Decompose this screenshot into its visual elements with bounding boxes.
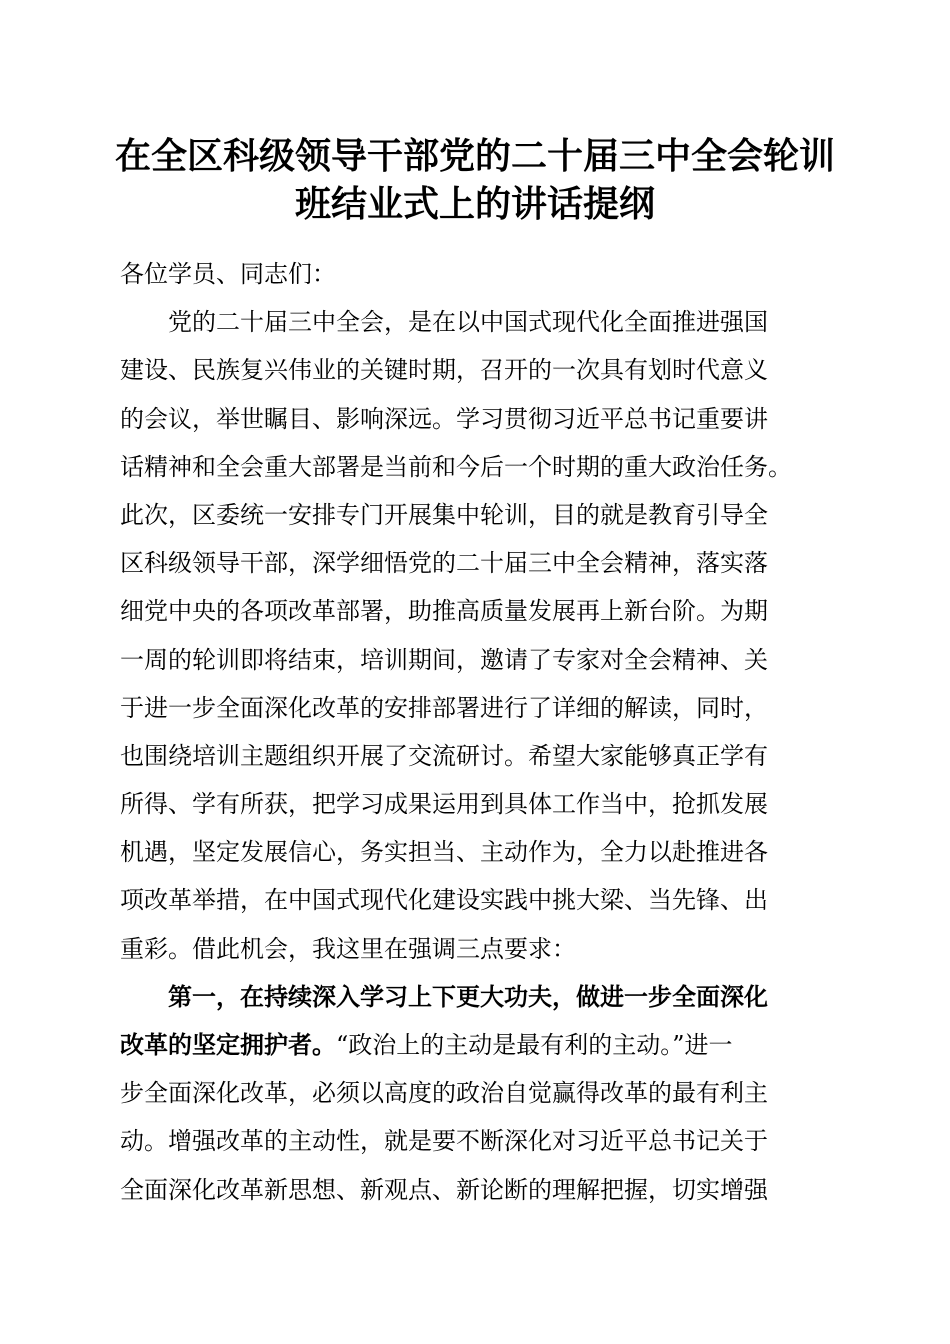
paragraph-line: 项改革举措，在中国式现代化建设实践中挑大梁、当先锋、出 <box>120 886 768 915</box>
paragraph-line: 区科级领导干部，深学细悟党的二十届三中全会精神，落实落 <box>120 549 768 578</box>
point-heading-line-1: 第一，在持续深入学习上下更大功夫，做进一步全面深化 <box>168 981 768 1011</box>
salutation: 各位学员、同志们： <box>120 260 336 288</box>
paragraph-line: 重彩。借此机会，我这里在强调三点要求： <box>120 934 576 963</box>
paragraph-line: 建设、民族复兴伟业的关键时期，召开的一次具有划时代意义 <box>120 356 768 385</box>
paragraph-line: 一周的轮训即将结束，培训期间，邀请了专家对全会精神、关 <box>120 645 768 674</box>
document-title <box>100 132 850 228</box>
paragraph-line: 党的二十届三中全会，是在以中国式现代化全面推进强国 <box>168 308 768 337</box>
paragraph-1 <box>120 298 832 973</box>
point-heading-line-2: 改革的坚定拥护者。 <box>120 1030 336 1059</box>
title-line-2: 班结业式上的讲话提纲 <box>294 183 655 225</box>
paragraph-line: 此次，区委统一安排专门开展集中轮训，目的就是教育引导全 <box>120 500 768 529</box>
paragraph-line: 的会议，举世瞩目、影响深远。学习贯彻习近平总书记重要讲 <box>120 404 768 433</box>
paragraph-2 <box>120 973 832 1214</box>
paragraph-line: 也围绕培训主题组织开展了交流研讨。希望大家能够真正学有 <box>120 741 768 770</box>
paragraph-line <box>120 1021 832 1069</box>
paragraph-line: 细党中央的各项改革部署，助推高质量发展再上新台阶。为期 <box>120 597 768 626</box>
paragraph-line: 步全面深化改革，必须以高度的政治自觉赢得改革的最有利主 <box>120 1079 768 1108</box>
paragraph-line: 全面深化改革新思想、新观点、新论断的理解把握，切实增强 <box>120 1175 768 1204</box>
paragraph-line: 所得、学有所获，把学习成果运用到具体工作当中，抢抓发展 <box>120 790 768 819</box>
quote-text: “政治上的主动是最有利的主动。”进一 <box>336 1031 733 1059</box>
paragraph-line: 动。增强改革的主动性，就是要不断深化对习近平总书记关于 <box>120 1127 768 1156</box>
paragraph-line: 话精神和全会重大部署是当前和今后一个时期的重大政治任务。 <box>120 452 792 481</box>
document-body <box>120 250 832 1214</box>
paragraph-line: 机遇，坚定发展信心，务实担当、主动作为，全力以赴推进各 <box>120 838 768 867</box>
paragraph-line: 于进一步全面深化改革的安排部署进行了详细的解读，同时， <box>120 693 768 722</box>
title-line-1: 在全区科级领导干部党的二十届三中全会轮训 <box>114 135 835 177</box>
